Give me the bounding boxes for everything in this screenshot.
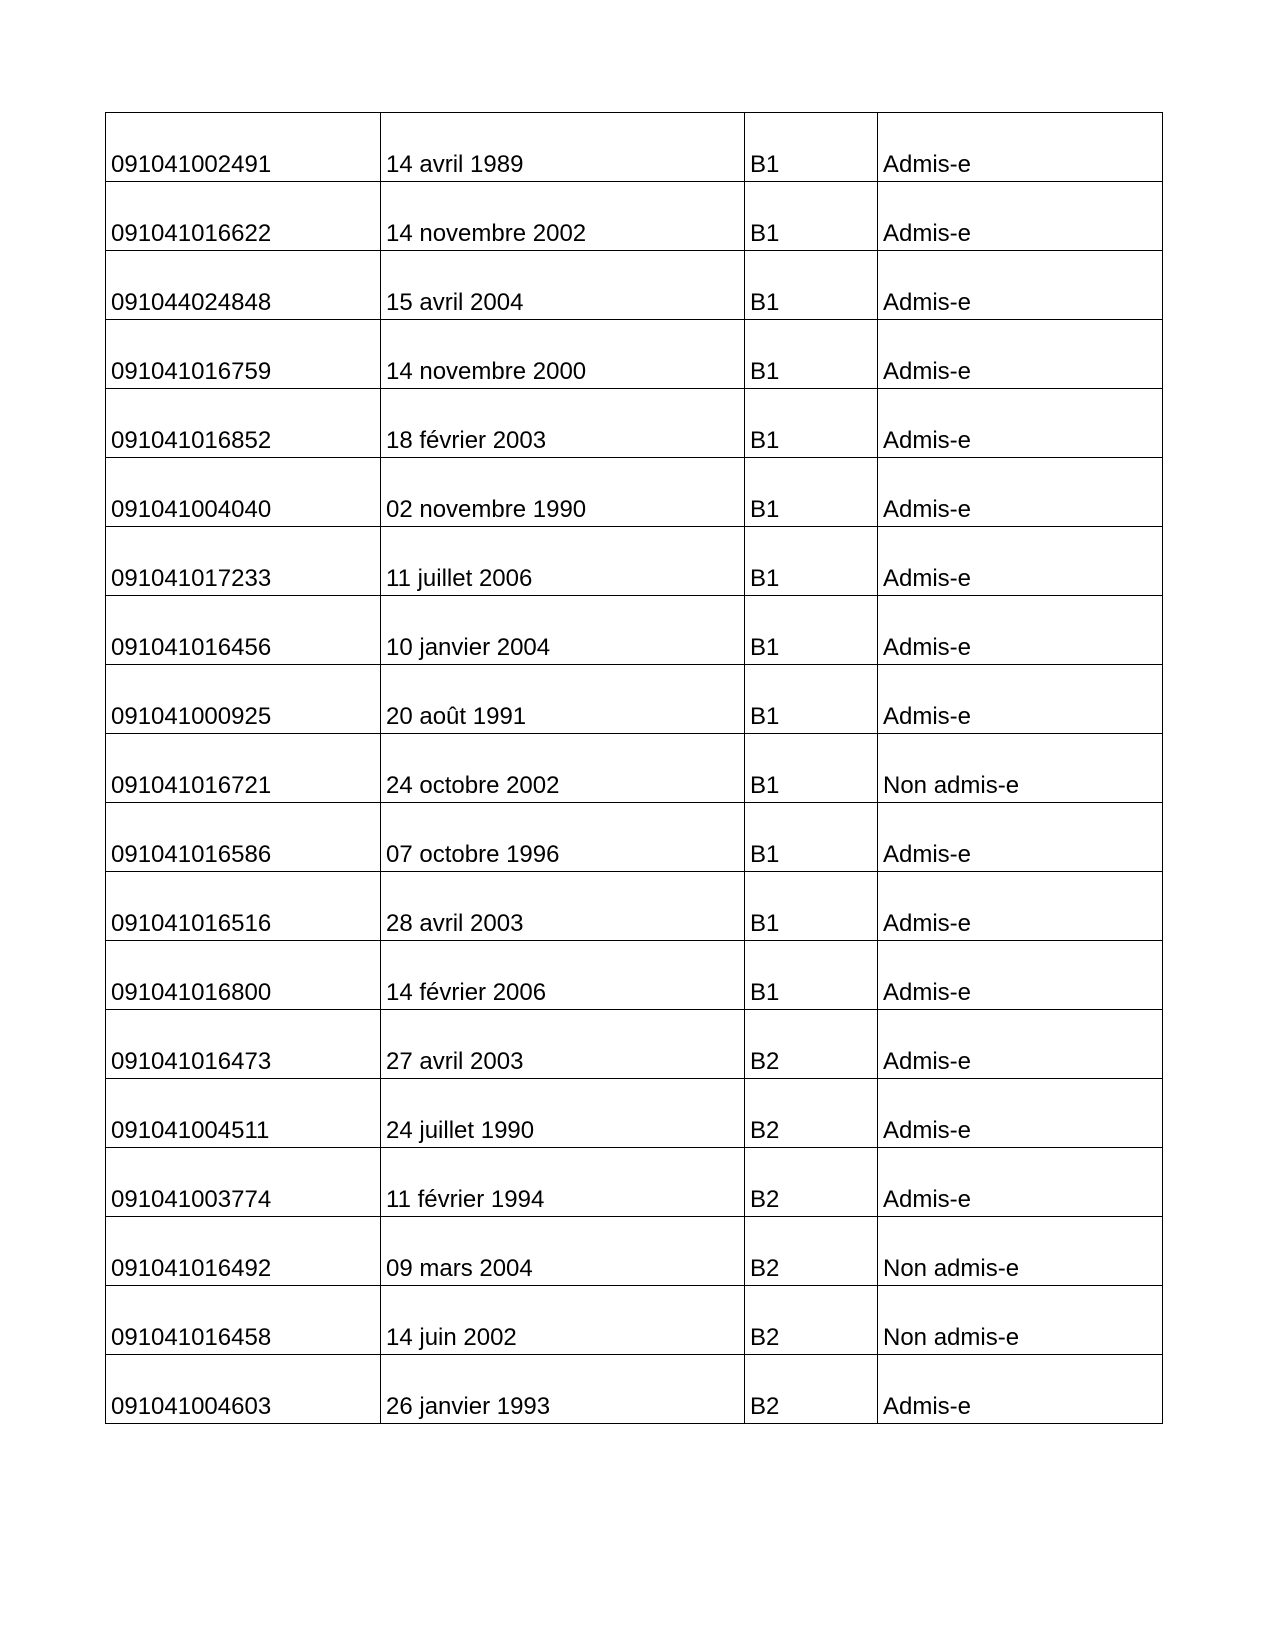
table-row: [106, 803, 1163, 872]
table-row: [106, 251, 1163, 320]
birth-date-cell: 20 août 1991: [381, 665, 745, 734]
birth-date-cell: 15 avril 2004: [381, 251, 745, 320]
result-cell: Admis-e: [878, 251, 1163, 320]
results-table: [105, 112, 1163, 1424]
results-table-body: [106, 113, 1163, 1424]
level-cell: B1: [745, 251, 878, 320]
result-cell: Non admis-e: [878, 1286, 1163, 1355]
birth-date-cell: 14 avril 1989: [381, 113, 745, 182]
birth-date-cell: 28 avril 2003: [381, 872, 745, 941]
result-cell: Admis-e: [878, 1148, 1163, 1217]
candidate-id-cell: 091041016492: [106, 1217, 381, 1286]
birth-date-cell: 14 juin 2002: [381, 1286, 745, 1355]
result-cell: Non admis-e: [878, 734, 1163, 803]
candidate-id-cell: 091041002491: [106, 113, 381, 182]
result-cell: Admis-e: [878, 1355, 1163, 1424]
birth-date-cell: 11 juillet 2006: [381, 527, 745, 596]
birth-date-cell: 18 février 2003: [381, 389, 745, 458]
table-row: [106, 596, 1163, 665]
level-cell: B1: [745, 527, 878, 596]
result-cell: Admis-e: [878, 113, 1163, 182]
table-row: [106, 1355, 1163, 1424]
candidate-id-cell: 091041017233: [106, 527, 381, 596]
level-cell: B1: [745, 113, 878, 182]
table-row: [106, 1148, 1163, 1217]
table-row: [106, 734, 1163, 803]
result-cell: Admis-e: [878, 527, 1163, 596]
result-cell: Admis-e: [878, 389, 1163, 458]
candidate-id-cell: 091044024848: [106, 251, 381, 320]
result-cell: Admis-e: [878, 1079, 1163, 1148]
level-cell: B1: [745, 389, 878, 458]
birth-date-cell: 11 février 1994: [381, 1148, 745, 1217]
table-row: [106, 182, 1163, 251]
candidate-id-cell: 091041016721: [106, 734, 381, 803]
candidate-id-cell: 091041016458: [106, 1286, 381, 1355]
result-cell: Admis-e: [878, 596, 1163, 665]
birth-date-cell: 14 novembre 2000: [381, 320, 745, 389]
result-cell: Admis-e: [878, 803, 1163, 872]
result-cell: Admis-e: [878, 872, 1163, 941]
level-cell: B1: [745, 596, 878, 665]
candidate-id-cell: 091041016586: [106, 803, 381, 872]
table-row: [106, 872, 1163, 941]
birth-date-cell: 26 janvier 1993: [381, 1355, 745, 1424]
candidate-id-cell: 091041016622: [106, 182, 381, 251]
level-cell: B1: [745, 803, 878, 872]
birth-date-cell: 14 février 2006: [381, 941, 745, 1010]
result-cell: Admis-e: [878, 941, 1163, 1010]
candidate-id-cell: 091041016852: [106, 389, 381, 458]
birth-date-cell: 02 novembre 1990: [381, 458, 745, 527]
level-cell: B2: [745, 1355, 878, 1424]
candidate-id-cell: 091041004603: [106, 1355, 381, 1424]
table-row: [106, 1217, 1163, 1286]
result-cell: Admis-e: [878, 182, 1163, 251]
result-cell: Admis-e: [878, 1010, 1163, 1079]
level-cell: B1: [745, 182, 878, 251]
birth-date-cell: 14 novembre 2002: [381, 182, 745, 251]
birth-date-cell: 27 avril 2003: [381, 1010, 745, 1079]
birth-date-cell: 09 mars 2004: [381, 1217, 745, 1286]
birth-date-cell: 10 janvier 2004: [381, 596, 745, 665]
candidate-id-cell: 091041016759: [106, 320, 381, 389]
candidate-id-cell: 091041003774: [106, 1148, 381, 1217]
candidate-id-cell: 091041016800: [106, 941, 381, 1010]
level-cell: B2: [745, 1286, 878, 1355]
level-cell: B1: [745, 458, 878, 527]
table-row: [106, 320, 1163, 389]
candidate-id-cell: 091041016473: [106, 1010, 381, 1079]
result-cell: Non admis-e: [878, 1217, 1163, 1286]
level-cell: B2: [745, 1148, 878, 1217]
candidate-id-cell: 091041000925: [106, 665, 381, 734]
candidate-id-cell: 091041016516: [106, 872, 381, 941]
table-row: [106, 1010, 1163, 1079]
table-row: [106, 389, 1163, 458]
level-cell: B2: [745, 1010, 878, 1079]
level-cell: B1: [745, 872, 878, 941]
birth-date-cell: 07 octobre 1996: [381, 803, 745, 872]
level-cell: B1: [745, 320, 878, 389]
table-row: [106, 941, 1163, 1010]
candidate-id-cell: 091041016456: [106, 596, 381, 665]
level-cell: B1: [745, 941, 878, 1010]
table-row: [106, 1286, 1163, 1355]
birth-date-cell: 24 juillet 1990: [381, 1079, 745, 1148]
result-cell: Admis-e: [878, 665, 1163, 734]
table-row: [106, 113, 1163, 182]
table-row: [106, 1079, 1163, 1148]
candidate-id-cell: 091041004511: [106, 1079, 381, 1148]
level-cell: B2: [745, 1217, 878, 1286]
level-cell: B2: [745, 1079, 878, 1148]
level-cell: B1: [745, 665, 878, 734]
candidate-id-cell: 091041004040: [106, 458, 381, 527]
table-row: [106, 665, 1163, 734]
result-cell: Admis-e: [878, 320, 1163, 389]
table-row: [106, 458, 1163, 527]
result-cell: Admis-e: [878, 458, 1163, 527]
level-cell: B1: [745, 734, 878, 803]
table-row: [106, 527, 1163, 596]
birth-date-cell: 24 octobre 2002: [381, 734, 745, 803]
